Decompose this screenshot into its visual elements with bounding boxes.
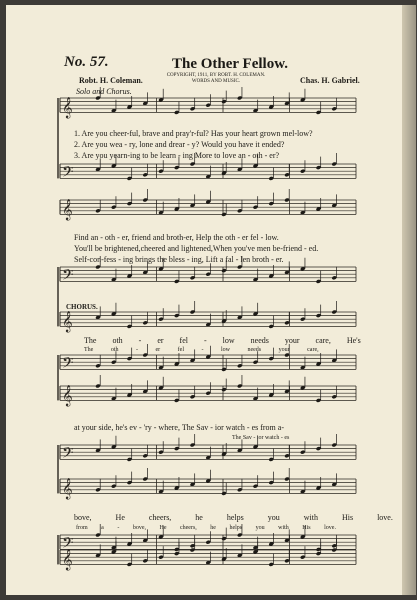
verse-2-part-2: You'll be brightened,cheered and lightened,When you've men be-friend - ed. <box>74 244 319 253</box>
clef: 𝄞 <box>62 549 73 571</box>
clef: 𝄢 <box>62 444 74 466</box>
copyright-line-1: COPYRIGHT, 1911, BY ROBT. H. COLEMAN. <box>166 73 266 78</box>
chorus-line-3-bass: from a - bove, He cheers, he helps you with His love. <box>76 525 336 531</box>
clef: 𝄞 <box>62 478 73 500</box>
copyright <box>156 73 276 85</box>
chorus-label: CHORUS. <box>66 303 98 311</box>
clef: 𝄞 <box>62 311 73 333</box>
clef: 𝄢 <box>62 534 74 556</box>
performance-note: Solo and Chorus. <box>76 87 132 96</box>
hymn-title: The Other Fellow. <box>172 56 288 72</box>
clef: 𝄞 <box>62 97 73 119</box>
clef: 𝄢 <box>62 354 74 376</box>
chorus-line-1: The oth - er fel - low needs your care, He's <box>84 336 361 345</box>
chorus-line-2-bass: The Sav - ior watch - es <box>232 435 290 441</box>
hymnal-page <box>6 5 402 595</box>
composer: Chas. H. Gabriel. <box>300 76 360 85</box>
chorus-line-2: at your side, he's ev - 'ry - where, The Sav - ior watch - es from a- <box>74 423 284 432</box>
verse-2-part-1: 2. Are you wea - ry, lone and drear - y? Would you have it ended? <box>74 140 285 149</box>
hymn-number: No. 57. <box>64 54 109 70</box>
copyright-line-2: WORDS AND MUSIC. <box>191 79 241 84</box>
clef: 𝄢 <box>62 163 74 185</box>
chorus-line-3: bove, He cheers, he helps you with His love. <box>74 513 393 522</box>
music-staves <box>6 5 402 595</box>
author: Robt. H. Coleman. <box>79 76 143 85</box>
verse-3-part-2: Self-con-fess - ing brings the bless - ing, Lift a fal - len broth - er. <box>74 255 284 264</box>
verse-1-part-2: Find an - oth - er, friend and broth-er, Help the oth - er fel - low. <box>74 233 279 242</box>
verse-3-part-1: 3. Are you yearn-ing to be learn - ing More to love an - oth - er? <box>74 151 280 160</box>
clef: 𝄞 <box>62 385 73 407</box>
verse-1-part-1: 1. Are you cheer-ful, brave and pray'r-ful? Has your heart grown mel-low? <box>74 129 313 138</box>
clef: 𝄞 <box>62 199 73 221</box>
clef: 𝄢 <box>62 266 74 288</box>
chorus-line-1-bass: The oth - er fel - low needs your care, <box>84 347 319 353</box>
